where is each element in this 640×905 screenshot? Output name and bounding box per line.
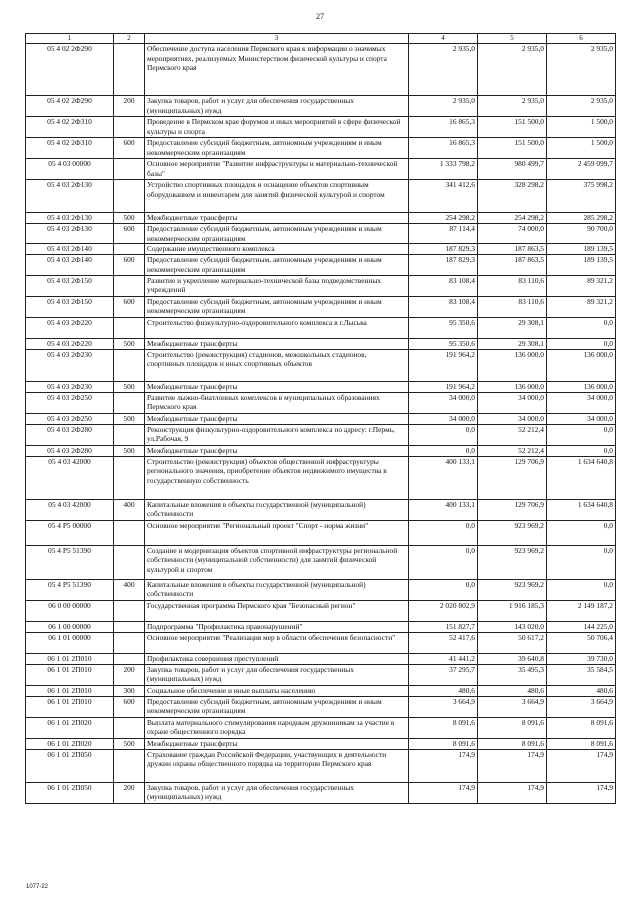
- row-name: Строительство (реконструкция) стадионов, межшкольных стадионов, спортивных площадок и иных спортивных объектов: [145, 349, 409, 381]
- row-code: 05 4 03 2Ф140: [26, 244, 114, 255]
- expense-type: 600: [114, 296, 145, 317]
- table-row: [26, 317, 616, 338]
- expense-type: [114, 545, 145, 579]
- document-code: 1077-22: [26, 884, 49, 890]
- table-row: [26, 275, 616, 296]
- expense-type: [114, 244, 145, 255]
- row-name: Проведение в Пермском крае форумов и иных мероприятий в сфере физической культуры и спорта: [145, 117, 409, 138]
- value-col5: 74 000,0: [478, 224, 547, 244]
- row-name: Закупка товаров, работ и услуг для обеспечения государственных (муниципальных) нужд: [145, 664, 409, 685]
- value-col5: 143 020,0: [478, 621, 547, 632]
- value-col5: 151 500,0: [478, 138, 547, 159]
- row-code: 06 1 01 2П050: [26, 749, 114, 782]
- value-col4: 87 114,4: [409, 224, 478, 244]
- value-col5: 1 916 185,3: [478, 600, 547, 621]
- value-col5: 29 308,1: [478, 317, 547, 338]
- expense-type: [114, 424, 145, 445]
- value-col6: 174,9: [547, 749, 616, 782]
- column-header: 4: [409, 34, 478, 44]
- value-col5: 923 969,2: [478, 520, 547, 545]
- table-row: [26, 456, 616, 499]
- row-code: 06 1 01 2П010: [26, 653, 114, 664]
- expense-type: 600: [114, 696, 145, 717]
- row-name: Межбюджетные трансферты: [145, 413, 409, 424]
- row-code: 06 0 00 00000: [26, 600, 114, 621]
- row-name: Развитие лыжно-биатлонных комплексов в муниципальных образованиях Пермского края: [145, 392, 409, 413]
- value-col6: 34 000,0: [547, 413, 616, 424]
- value-col5: 174,9: [478, 782, 547, 803]
- row-code: 05 4 03 2Ф130: [26, 213, 114, 224]
- value-col4: 95 350,6: [409, 317, 478, 338]
- value-col6: 2 149 187,2: [547, 600, 616, 621]
- value-col5: 328 298,2: [478, 180, 547, 213]
- row-code: 05 4 03 2Ф280: [26, 424, 114, 445]
- expense-type: [114, 180, 145, 213]
- value-col4: 187 829,3: [409, 244, 478, 255]
- value-col6: 39 730,0: [547, 653, 616, 664]
- row-code: 05 4 03 00000: [26, 159, 114, 180]
- table-row: [26, 117, 616, 138]
- expense-type: [114, 717, 145, 738]
- budget-table: [25, 33, 616, 804]
- value-col4: 191 964,2: [409, 381, 478, 392]
- table-row: [26, 749, 616, 782]
- row-code: 05 4 03 2Ф130: [26, 180, 114, 213]
- row-name: Реконструкция физкультурно-оздоровительного комплекса по адресу: г.Пермь, ул.Рабочая, 9: [145, 424, 409, 445]
- row-code: 05 4 Р5 00000: [26, 520, 114, 545]
- value-col6: 0,0: [547, 424, 616, 445]
- expense-type: [114, 275, 145, 296]
- column-header: 6: [547, 34, 616, 44]
- value-col4: 174,9: [409, 749, 478, 782]
- expense-type: [114, 653, 145, 664]
- row-code: 05 4 03 2Ф250: [26, 392, 114, 413]
- value-col6: 2 935,0: [547, 44, 616, 96]
- row-name: Государственная программа Пермского края "Безопасный регион": [145, 600, 409, 621]
- value-col6: 89 321,2: [547, 296, 616, 317]
- value-col5: 129 706,9: [478, 499, 547, 520]
- value-col4: 0,0: [409, 424, 478, 445]
- expense-type: 300: [114, 685, 145, 696]
- row-code: 06 1 00 00000: [26, 621, 114, 632]
- row-code: 05 4 03 2Ф250: [26, 413, 114, 424]
- row-name: Строительство физкультурно-оздоровительного комплекса в г.Лысьва: [145, 317, 409, 338]
- value-col4: 52 417,6: [409, 632, 478, 653]
- value-col6: 2 935,0: [547, 96, 616, 117]
- row-code: 06 1 01 2П010: [26, 664, 114, 685]
- expense-type: [114, 520, 145, 545]
- row-name: Выплата материального стимулирования народным дружинникам за участие в охране общественного порядка: [145, 717, 409, 738]
- row-code: 06 1 01 2П020: [26, 738, 114, 749]
- row-code: 05 4 03 42000: [26, 499, 114, 520]
- row-name: Страхование граждан Российской Федерации, участвующих в деятельности дружин охраны общественного порядка на территории Пермского края: [145, 749, 409, 782]
- value-col6: 136 000,0: [547, 381, 616, 392]
- value-col5: 187 863,5: [478, 255, 547, 275]
- value-col4: 34 000,0: [409, 413, 478, 424]
- column-header: 5: [478, 34, 547, 44]
- row-name: Профилактика совершения преступлений: [145, 653, 409, 664]
- value-col6: 0,0: [547, 520, 616, 545]
- value-col6: 375 998,2: [547, 180, 616, 213]
- value-col4: 2 020 802,9: [409, 600, 478, 621]
- row-name: Содержание имущественного комплекса: [145, 244, 409, 255]
- expense-type: [114, 632, 145, 653]
- table-row: [26, 696, 616, 717]
- value-col4: 400 133,1: [409, 456, 478, 499]
- expense-type: 500: [114, 338, 145, 349]
- expense-type: 600: [114, 224, 145, 244]
- value-col5: 52 212,4: [478, 445, 547, 456]
- expense-type: [114, 159, 145, 180]
- table-row: [26, 499, 616, 520]
- value-col5: 8 091,6: [478, 738, 547, 749]
- value-col6: 144 225,0: [547, 621, 616, 632]
- table-row: [26, 413, 616, 424]
- table-row: [26, 244, 616, 255]
- value-col6: 90 700,0: [547, 224, 616, 244]
- value-col6: 50 706,4: [547, 632, 616, 653]
- value-col6: 0,0: [547, 579, 616, 600]
- row-name: Устройство спортивных площадок и оснащение объектов спортивным оборудованием и инвентарем для занятий физической культурой и спортом: [145, 180, 409, 213]
- value-col4: 480,6: [409, 685, 478, 696]
- value-col5: 174,9: [478, 749, 547, 782]
- row-name: Капитальные вложения в объекты государственной (муниципальной) собственности: [145, 499, 409, 520]
- value-col6: 0,0: [547, 445, 616, 456]
- value-col5: 34 000,0: [478, 392, 547, 413]
- value-col5: 8 091,6: [478, 717, 547, 738]
- row-code: 05 4 03 42000: [26, 456, 114, 499]
- value-col5: 29 308,1: [478, 338, 547, 349]
- row-name: Предоставление субсидий бюджетным, автономным учреждениям и иным некоммерческим организациям: [145, 696, 409, 717]
- expense-type: 500: [114, 381, 145, 392]
- expense-type: [114, 392, 145, 413]
- value-col6: 1 634 640,8: [547, 499, 616, 520]
- row-code: 05 4 03 2Ф220: [26, 338, 114, 349]
- value-col4: 8 091,6: [409, 717, 478, 738]
- table-row: [26, 685, 616, 696]
- expense-type: [114, 456, 145, 499]
- value-col4: 37 295,7: [409, 664, 478, 685]
- value-col6: 189 139,5: [547, 244, 616, 255]
- table-row: [26, 664, 616, 685]
- value-col4: 0,0: [409, 545, 478, 579]
- value-col6: 0,0: [547, 317, 616, 338]
- value-col4: 83 108,4: [409, 296, 478, 317]
- expense-type: 500: [114, 213, 145, 224]
- expense-type: [114, 117, 145, 138]
- row-code: 05 4 03 2Ф230: [26, 349, 114, 381]
- value-col4: 191 964,2: [409, 349, 478, 381]
- row-name: Капитальные вложения в объекты государственной (муниципальной) собственности: [145, 579, 409, 600]
- row-name: Закупка товаров, работ и услуг для обеспечения государственных (муниципальных) нужд: [145, 782, 409, 803]
- value-col4: 254 298,2: [409, 213, 478, 224]
- value-col5: 151 500,0: [478, 117, 547, 138]
- row-name: Предоставление субсидий бюджетным, автономным учреждениям и иным некоммерческим организациям: [145, 224, 409, 244]
- table-row: [26, 520, 616, 545]
- row-name: Закупка товаров, работ и услуг для обеспечения государственных (муниципальных) нужд: [145, 96, 409, 117]
- expense-type: [114, 349, 145, 381]
- value-col4: 83 108,4: [409, 275, 478, 296]
- value-col5: 187 863,5: [478, 244, 547, 255]
- value-col6: 35 584,5: [547, 664, 616, 685]
- table-row: [26, 138, 616, 159]
- expense-type: 200: [114, 96, 145, 117]
- row-name: Основное мероприятие "Реализация мер в области обеспечения безопасности": [145, 632, 409, 653]
- value-col5: 50 617,2: [478, 632, 547, 653]
- value-col6: 136 000,0: [547, 349, 616, 381]
- row-name: Основное мероприятие "Развитие инфраструктуры и материально-технической базы": [145, 159, 409, 180]
- value-col6: 1 500,0: [547, 117, 616, 138]
- table-row: [26, 180, 616, 213]
- value-col4: 1 333 798,2: [409, 159, 478, 180]
- row-code: 05 4 02 2Ф310: [26, 117, 114, 138]
- value-col5: 35 495,3: [478, 664, 547, 685]
- row-name: Предоставление субсидий бюджетным, автономным учреждениям и иным некоммерческим организациям: [145, 296, 409, 317]
- expense-type: 500: [114, 445, 145, 456]
- value-col4: 3 664,9: [409, 696, 478, 717]
- expense-type: [114, 317, 145, 338]
- row-code: 05 4 Р5 51390: [26, 545, 114, 579]
- value-col6: 89 321,2: [547, 275, 616, 296]
- value-col6: 3 664,9: [547, 696, 616, 717]
- value-col5: 480,6: [478, 685, 547, 696]
- row-code: 05 4 03 2Ф150: [26, 275, 114, 296]
- value-col5: 136 000,0: [478, 349, 547, 381]
- row-name: Межбюджетные трансферты: [145, 213, 409, 224]
- expense-type: 200: [114, 664, 145, 685]
- column-header: 2: [114, 34, 145, 44]
- table-row: [26, 381, 616, 392]
- row-code: 05 4 03 2Ф220: [26, 317, 114, 338]
- expense-type: 500: [114, 413, 145, 424]
- row-code: 05 4 02 2Ф290: [26, 44, 114, 96]
- row-name: Предоставление субсидий бюджетным, автономным учреждениям и иным некоммерческим организациям: [145, 138, 409, 159]
- value-col5: 2 935,0: [478, 44, 547, 96]
- expense-type: [114, 621, 145, 632]
- column-header: 3: [145, 34, 409, 44]
- value-col5: 52 212,4: [478, 424, 547, 445]
- table-row: [26, 255, 616, 275]
- value-col4: 0,0: [409, 579, 478, 600]
- expense-type: 600: [114, 138, 145, 159]
- value-col5: 34 000,0: [478, 413, 547, 424]
- table-row: [26, 579, 616, 600]
- row-name: Строительство (реконструкция) объектов общественной инфраструктуры регионального значения, приобретение объектов недвижимого имущества в государственную собственность: [145, 456, 409, 499]
- table-row: [26, 621, 616, 632]
- row-name: Предоставление субсидий бюджетным, автономным учреждениям и иным некоммерческим организациям: [145, 255, 409, 275]
- table-row: [26, 424, 616, 445]
- row-code: 05 4 02 2Ф290: [26, 96, 114, 117]
- table-row: [26, 96, 616, 117]
- value-col5: 83 110,6: [478, 275, 547, 296]
- value-col4: 400 133,1: [409, 499, 478, 520]
- row-name: Межбюджетные трансферты: [145, 381, 409, 392]
- row-name: Развитие и укрепление материально-технической базы подведомственных учреждений: [145, 275, 409, 296]
- value-col5: 923 969,2: [478, 545, 547, 579]
- table-row: [26, 296, 616, 317]
- row-code: 06 1 01 00000: [26, 632, 114, 653]
- value-col4: 2 935,0: [409, 44, 478, 96]
- value-col4: 0,0: [409, 445, 478, 456]
- table-row: [26, 349, 616, 381]
- table-row: [26, 632, 616, 653]
- value-col6: 34 000,0: [547, 392, 616, 413]
- table-row: [26, 738, 616, 749]
- value-col4: 151 827,7: [409, 621, 478, 632]
- value-col5: 129 706,9: [478, 456, 547, 499]
- value-col5: 136 000,0: [478, 381, 547, 392]
- table-row: [26, 782, 616, 803]
- row-name: Социальное обеспечение и иные выплаты населению: [145, 685, 409, 696]
- value-col6: 285 298,2: [547, 213, 616, 224]
- value-col4: 16 865,3: [409, 117, 478, 138]
- table-row: [26, 224, 616, 244]
- row-code: 06 1 01 2П010: [26, 696, 114, 717]
- value-col6: 1 500,0: [547, 138, 616, 159]
- row-code: 06 1 01 2П020: [26, 717, 114, 738]
- page-number: 27: [316, 12, 324, 21]
- value-col5: 83 110,6: [478, 296, 547, 317]
- table-row: [26, 545, 616, 579]
- value-col6: 0,0: [547, 545, 616, 579]
- value-col4: 174,9: [409, 782, 478, 803]
- value-col4: 41 441,2: [409, 653, 478, 664]
- value-col6: 1 634 640,8: [547, 456, 616, 499]
- table-row: [26, 44, 616, 96]
- row-code: 06 1 01 2П050: [26, 782, 114, 803]
- row-code: 05 4 03 2Ф140: [26, 255, 114, 275]
- table-row: [26, 445, 616, 456]
- expense-type: 600: [114, 255, 145, 275]
- row-name: Межбюджетные трансферты: [145, 338, 409, 349]
- value-col5: 923 969,2: [478, 579, 547, 600]
- value-col4: 0,0: [409, 520, 478, 545]
- table-row: [26, 717, 616, 738]
- value-col6: 8 091,6: [547, 717, 616, 738]
- row-code: 05 4 02 2Ф310: [26, 138, 114, 159]
- expense-type: 400: [114, 579, 145, 600]
- value-col4: 16 865,3: [409, 138, 478, 159]
- value-col6: 8 091,6: [547, 738, 616, 749]
- value-col6: 0,0: [547, 338, 616, 349]
- expense-type: [114, 600, 145, 621]
- value-col5: 2 935,0: [478, 96, 547, 117]
- row-name: Подпрограмма "Профилактика правонарушений": [145, 621, 409, 632]
- value-col6: 189 139,5: [547, 255, 616, 275]
- value-col4: 95 350,6: [409, 338, 478, 349]
- row-name: Межбюджетные трансферты: [145, 445, 409, 456]
- value-col4: 34 000,0: [409, 392, 478, 413]
- value-col5: 39 640,8: [478, 653, 547, 664]
- row-name: Создание и модернизация объектов спортивной инфраструктуры региональной собственности (муниципальной собственности) для занятий физической культурой и спортом: [145, 545, 409, 579]
- table-row: [26, 338, 616, 349]
- table-row: [26, 159, 616, 180]
- row-code: 06 1 01 2П010: [26, 685, 114, 696]
- expense-type: 500: [114, 738, 145, 749]
- table-row: [26, 600, 616, 621]
- table-row: [26, 392, 616, 413]
- row-code: 05 4 03 2Ф150: [26, 296, 114, 317]
- value-col6: 174,9: [547, 782, 616, 803]
- row-code: 05 4 03 2Ф230: [26, 381, 114, 392]
- expense-type: [114, 44, 145, 96]
- column-header: 1: [26, 34, 114, 44]
- row-name: Обеспечение доступа населения Пермского края к информации о значимых мероприятиях, реализуемых Министерством физической культуры и спорта Пермского края: [145, 44, 409, 96]
- row-code: 05 4 03 2Ф280: [26, 445, 114, 456]
- row-name: Основное мероприятие "Региональный проект "Спорт - норма жизни": [145, 520, 409, 545]
- value-col5: 254 298,2: [478, 213, 547, 224]
- expense-type: [114, 749, 145, 782]
- value-col5: 3 664,9: [478, 696, 547, 717]
- table-row: [26, 653, 616, 664]
- table-header-row: [26, 34, 616, 44]
- row-code: 05 4 Р5 51390: [26, 579, 114, 600]
- table-row: [26, 213, 616, 224]
- value-col4: 187 829,3: [409, 255, 478, 275]
- row-code: 05 4 03 2Ф130: [26, 224, 114, 244]
- value-col4: 8 091,6: [409, 738, 478, 749]
- value-col5: 980 499,7: [478, 159, 547, 180]
- value-col6: 2 459 099,7: [547, 159, 616, 180]
- expense-type: 400: [114, 499, 145, 520]
- row-name: Межбюджетные трансферты: [145, 738, 409, 749]
- value-col4: 2 935,0: [409, 96, 478, 117]
- value-col4: 341 412,6: [409, 180, 478, 213]
- expense-type: 200: [114, 782, 145, 803]
- value-col6: 480,6: [547, 685, 616, 696]
